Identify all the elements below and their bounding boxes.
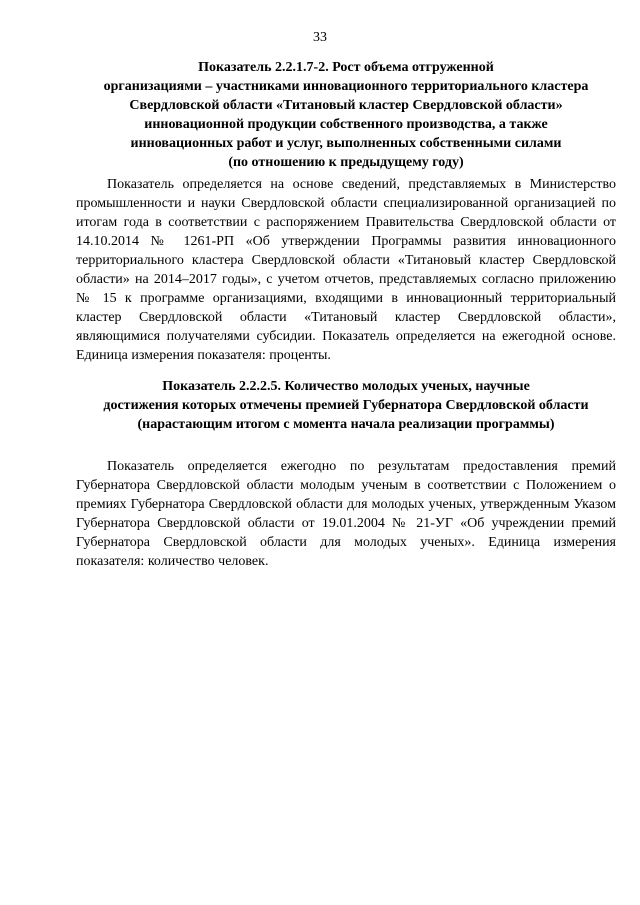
heading-line: организациями – участниками инновационного территориального кластера xyxy=(103,79,589,94)
heading-line: Свердловской области «Титановый кластер Свердловской области» xyxy=(129,98,563,113)
heading-line: инновационных работ и услуг, выполненных собственными силами xyxy=(130,136,562,151)
heading-line: Показатель 2.2.2.5. Количество молодых ученых, научные xyxy=(162,379,530,394)
section-1-heading xyxy=(76,58,616,172)
heading-line: (по отношению к предыдущему году) xyxy=(228,155,464,170)
heading-line: Показатель 2.2.1.7-2. Рост объема отгруженной xyxy=(198,60,494,75)
heading-line: инновационной продукции собственного производства, а также xyxy=(144,117,548,132)
section-2-paragraph: Показатель определяется ежегодно по результатам предоставления премий Губернатора Свердловской области молодым ученым в соответствии с Положением о премиях Губернатора Свердловской области для молодых ученых, утвержденным Указом Губернатора Свердловской области от 19.01.2004 № 21-УГ «Об учреждении премий Губернатора Свердловской области для молодых ученых». Единица измерения показателя: количество человек. xyxy=(76,459,616,569)
heading-line: (нарастающим итогом с момента начала реализации программы) xyxy=(137,417,555,432)
section-1-paragraph: Показатель определяется на основе сведений, представляемых в Министерство промышленности и науки Свердловской области специализированной организацией по итогам года в соответствии с распоряжением Правительства Свердловской области от 14.10.2014 № 1261-РП «Об утверждении Программы развития инновационного территориального кластера Свердловской области «Титановый кластер Свердловской области» на 2014–2017 годы», с учетом отчетов, представляемых согласно приложению № 15 к программе организациями, входящими в инновационный территориальный кластер Свердловской области «Титановый кластер Свердловской области», являющимися получателями субсидии. Показатель определяется на ежегодной основе. Единица измерения показателя: проценты. xyxy=(76,177,616,363)
section-2-heading xyxy=(76,377,616,434)
heading-line: достижения которых отмечены премией Губернатора Свердловской области xyxy=(103,398,589,413)
page-number: 33 xyxy=(313,30,327,45)
